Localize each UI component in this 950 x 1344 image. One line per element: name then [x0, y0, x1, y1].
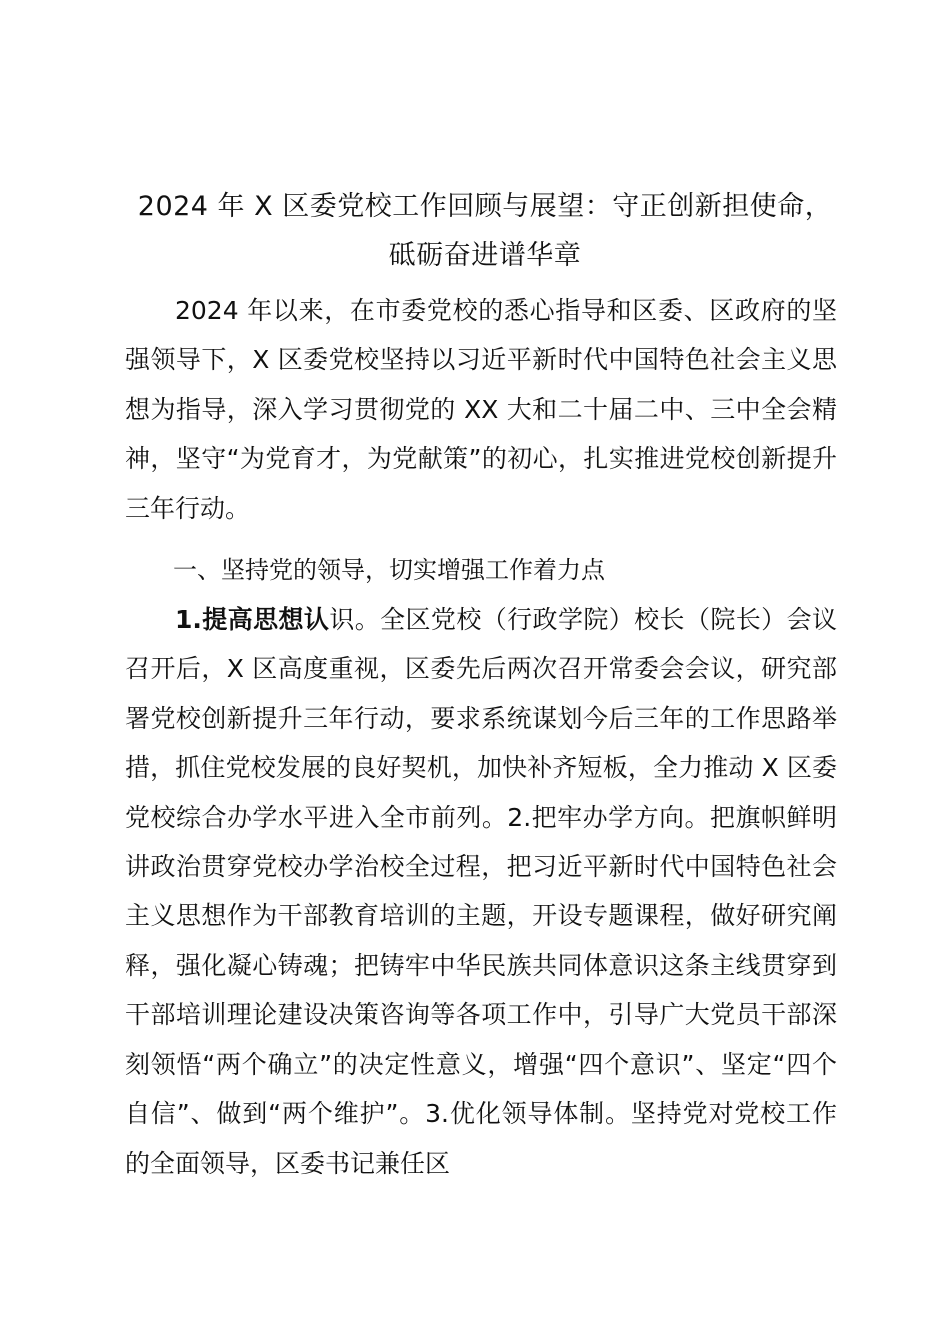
document-body — [125, 286, 837, 1188]
title-line-2: 砥砺奋进谱华章 — [388, 240, 582, 271]
title-line-1: 2024 年 X 区委党校工作回顾与展望：守正创新担使命， — [137, 191, 833, 222]
point-text: 识。全区党校（行政学院）校长（院长）会议召开后，X 区高度重视，区委先后两次召开常委会会议，研究部署党校创新提升三年行动，要求系统谋划今后三年的工作思路举措，抓住党校发展的良好契机，加快补齐短板，全力推动 X 区委党校综合办学水平进入全市前列。2.把牢办学方向。把旗帜鲜明讲政治贯穿党校办学治校全过程，把习近平新时代中国特色社会主义思想作为干部教育培训的主题，开设专题课程，做好研究阐释，强化凝心铸魂；把铸牢中华民族共同体意识这条主线贯穿到干部培训理论建设决策咨询等各项工作中，引导广大党员干部深刻领悟“两个确立”的决定性意义，增强“四个意识”、坚定“四个自信”、做到“两个维护”。3.优化领导体制。坚持党对党校工作的全面领导，区委书记兼任区 — [125, 605, 837, 1178]
point-lead: 1.提高思想认 — [175, 605, 330, 635]
point-paragraph — [125, 595, 837, 1188]
document-title — [120, 182, 850, 280]
intro-paragraph: 2024 年以来，在市委党校的悉心指导和区委、区政府的坚强领导下，X 区委党校坚持以习近平新时代中国特色社会主义思想为指导，深入学习贯彻党的 XX 大和二十届二中、三中全会精神，坚守“为党育才，为党献策”的初心，扎实推进党校创新提升三年行动。 — [125, 296, 837, 523]
section-heading: 一、坚持党的领导，切实增强工作着力点 — [173, 556, 605, 585]
